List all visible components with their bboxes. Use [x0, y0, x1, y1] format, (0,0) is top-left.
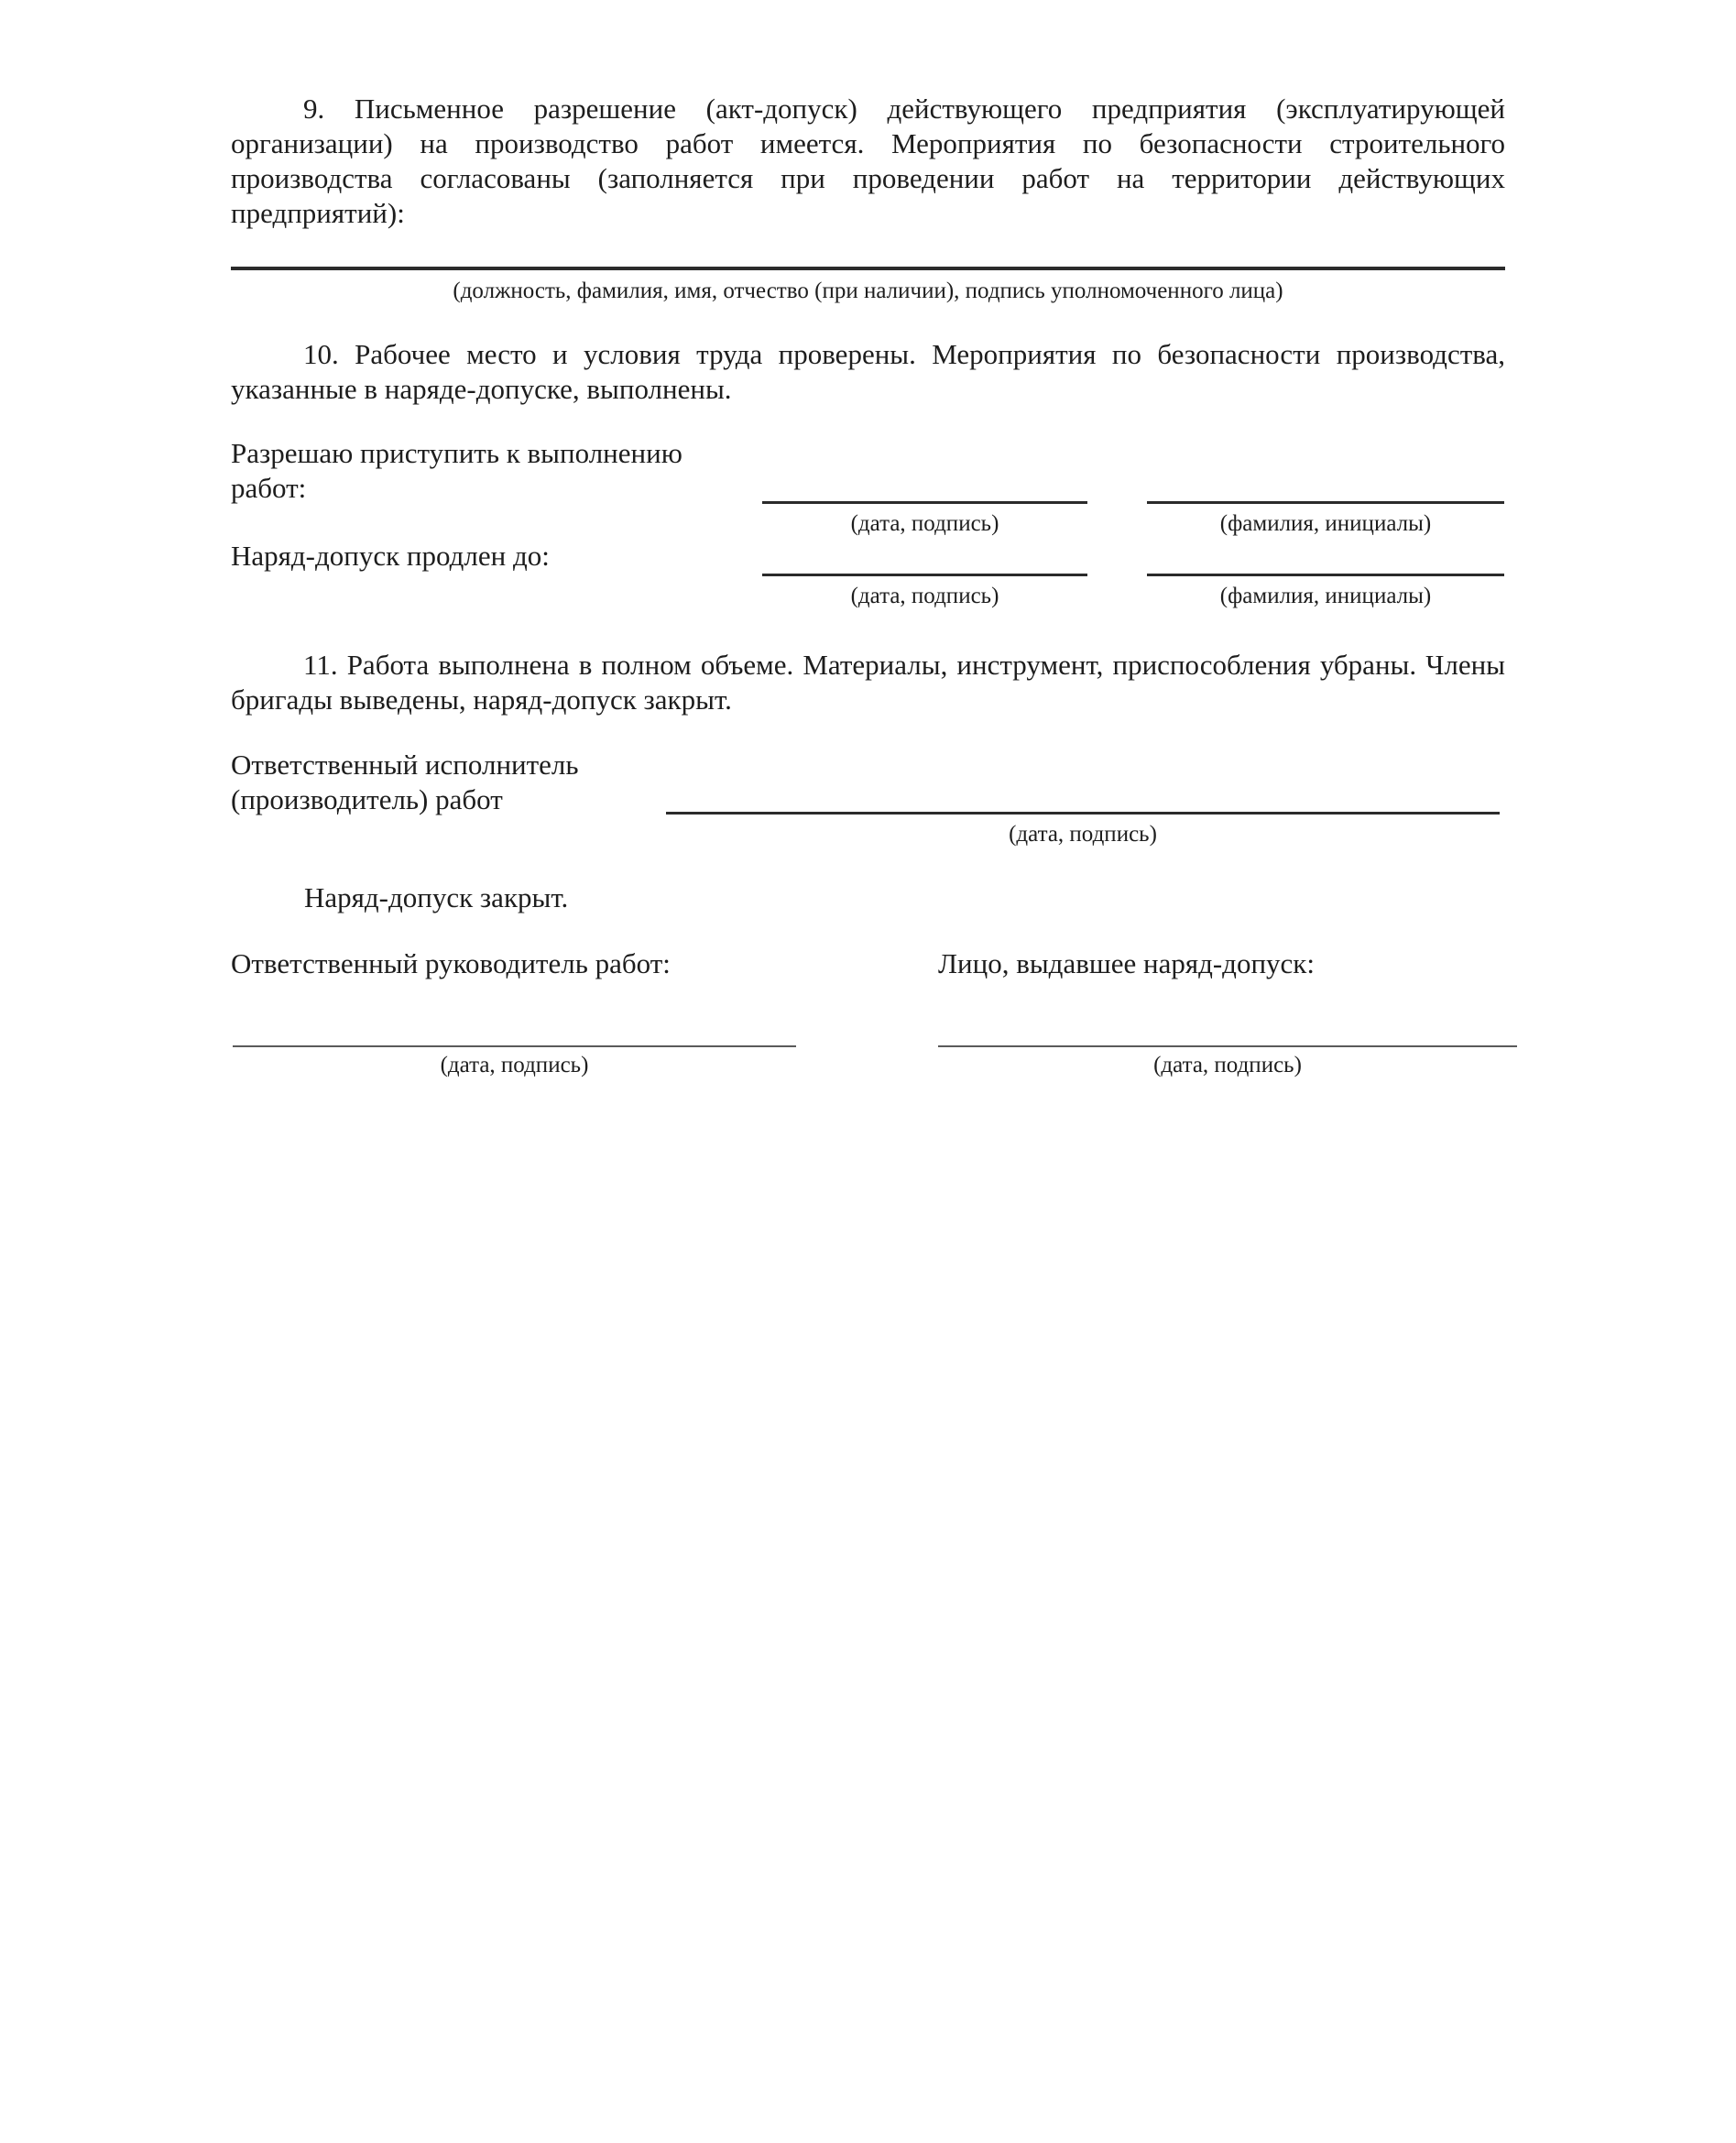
- responsible-manager-label: Ответственный руководитель работ:: [231, 947, 671, 979]
- paragraph-9: 9. Письменное разрешение (акт-допуск) действующего предприятия (эксплуатирующей организации) на производство работ имеется. Мероприятия по безопасности строительного производства согласованы (заполняется при проведении работ на территории действующих предприятий):: [231, 93, 1505, 229]
- signature-caption: (дата, подпись): [850, 584, 999, 608]
- permit-start-label: Разрешаю приступить к выполнению работ:: [231, 437, 682, 504]
- signature-caption: (дата, подпись): [440, 1053, 589, 1077]
- signature-block-extend-surname: [1147, 574, 1504, 610]
- paragraph-11: 11. Работа выполнена в полном объеме. Материалы, инструмент, приспособления убраны. Члены бригады выведены, наряд-допуск закрыт.: [231, 649, 1505, 716]
- signature-caption: (дата, подпись): [1153, 1053, 1302, 1077]
- signature-caption: (фамилия, инициалы): [1219, 511, 1432, 536]
- signature-caption: (дата, подпись): [850, 511, 999, 536]
- signature-line: [666, 812, 1500, 815]
- signature-line: [938, 1045, 1517, 1047]
- responsible-executor-label: Ответственный исполнитель (производитель) работ: [231, 749, 579, 815]
- signature-caption: (должность, фамилия, имя, отчество (при наличии), подпись уполномоченного лица): [453, 279, 1283, 303]
- paragraph-10: 10. Рабочее место и условия труда проверены. Мероприятия по безопасности производства, указанные в наряде-допуске, выполнены.: [231, 338, 1505, 405]
- signature-block-extend-date-sign: [762, 574, 1087, 610]
- issuer-label: Лицо, выдавшее наряд-допуск:: [938, 947, 1315, 979]
- signature-block-executor-date-sign: [666, 812, 1500, 848]
- signature-line: [762, 574, 1087, 576]
- signature-line: [762, 501, 1087, 504]
- signature-block-issuer-date-sign: [938, 1045, 1517, 1079]
- signature-line: [233, 1045, 796, 1047]
- permit-extend-label: Наряд-допуск продлен до:: [231, 540, 550, 572]
- signature-block-manager-date-sign: [233, 1045, 796, 1079]
- permit-closed-label: Наряд-допуск закрыт.: [304, 881, 569, 913]
- signature-block-start-date-sign: [762, 501, 1087, 538]
- signature-caption: (дата, подпись): [1009, 822, 1157, 847]
- signature-block-authorized-person: [231, 267, 1505, 305]
- signature-line: [1147, 501, 1504, 504]
- signature-block-start-surname: [1147, 501, 1504, 538]
- signature-line: [1147, 574, 1504, 576]
- signature-caption: (фамилия, инициалы): [1219, 584, 1432, 608]
- signature-line: [231, 267, 1505, 270]
